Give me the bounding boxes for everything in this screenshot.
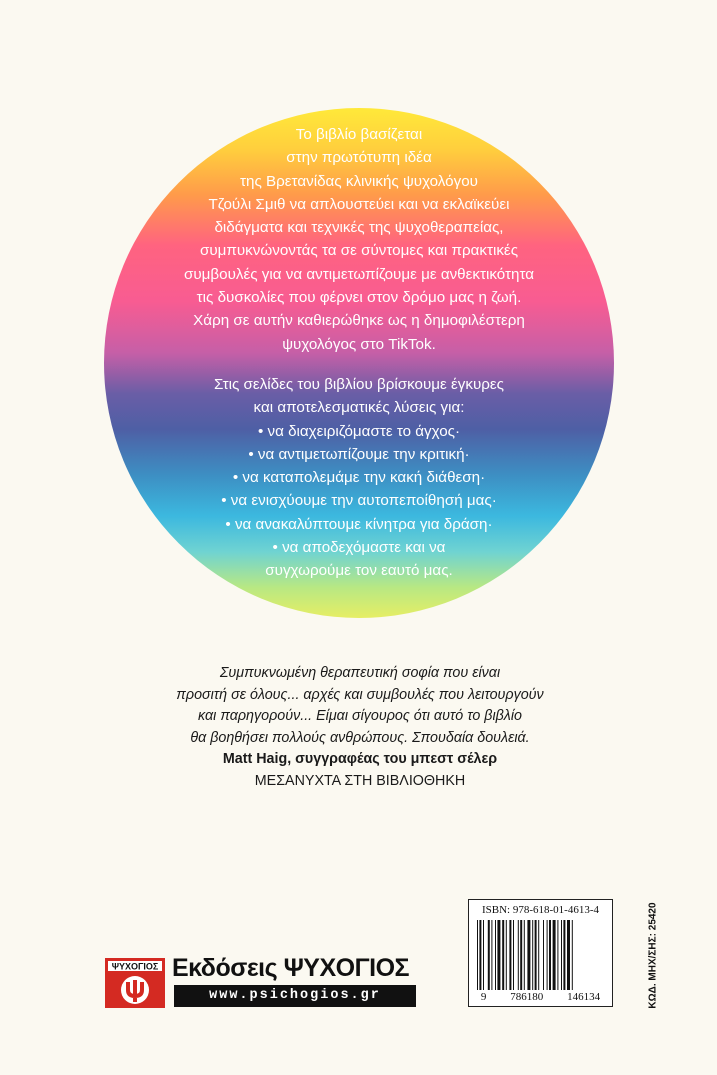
- publisher-name: Εκδόσεις ΨΥΧΟΓΙΟΣ: [172, 954, 410, 982]
- quote-line: Συμπυκνωμένη θεραπευτική σοφία που είναι: [219, 665, 501, 681]
- barcode-digits: 9 786180 146134: [480, 991, 601, 1003]
- review-quote: [150, 663, 570, 792]
- quote-line: και παρηγορούν... Είμαι σίγουρος ότι αυτό το βιβλίο: [198, 708, 522, 724]
- quote-line: θα βοηθήσει πολλούς ανθρώπους. Σπουδαία δουλειά.: [190, 729, 530, 746]
- product-code: ΚΩΔ. ΜΗΧ/ΣΗΣ: 25420: [647, 902, 659, 1009]
- back-cover-description: [104, 123, 614, 583]
- quote-author: Matt Haig, συγγραφέας του μπεστ σέλερ: [222, 751, 498, 767]
- publisher-logo: [105, 958, 165, 1008]
- isbn-text: ISBN: 978-618-01-4613-4: [481, 904, 600, 916]
- svg-text:ΨΥΧΟΓΙΟΣ: ΨΥΧΟΓΙΟΣ: [111, 961, 159, 972]
- barcode-bars: [475, 920, 606, 990]
- description-paragraph-1: Το βιβλίο βασίζεται στην πρωτότυπη ιδέα της Βρετανίδας κλινικής ψυχολόγου Τζούλι Σμιθ να απλουστεύει και να εκλαϊκεύει διδάγματα και τεχνικές της ψυχοθεραπείας, συμπυκνώνοντάς τα σε σύντομες και πρακτικές συμβουλές για να αντιμετωπίζουμε με ανθεκτικότητα τις δυσκολίες που φέρνει στον δρόμο μας η ζωή. Χάρη σε αυτήν καθιερώθηκε ως η δημοφιλέστερη ψυχολόγος στο TikTok.: [183, 126, 535, 353]
- publisher-url: www.psichogios.gr: [174, 985, 416, 1007]
- description-paragraph-2: Στις σελίδες του βιβλίου βρίσκουμε έγκυρες και αποτελεσματικές λύσεις για: • να διαχειριζόμαστε το άγχος· • να αντιμετωπίζουμε την κριτική· • να καταπολεμάμε την κακή διάθεση· • να ενισχύουμε την αυτοπεποίθησή μας· • να ανακαλύπτουμε κίνητρα για δράση· • να αποδεχόμαστε και να συγχωρούμε τον εαυτό μας.: [213, 375, 504, 580]
- quote-line: προσιτή σε όλους... αρχές και συμβουλές που λειτουργούν: [176, 686, 544, 703]
- quote-book-title: ΜΕΣΑΝΥΧΤΑ ΣΤΗ ΒΙΒΛΙΟΘΗΚΗ: [254, 772, 466, 789]
- isbn-barcode: [468, 899, 613, 1007]
